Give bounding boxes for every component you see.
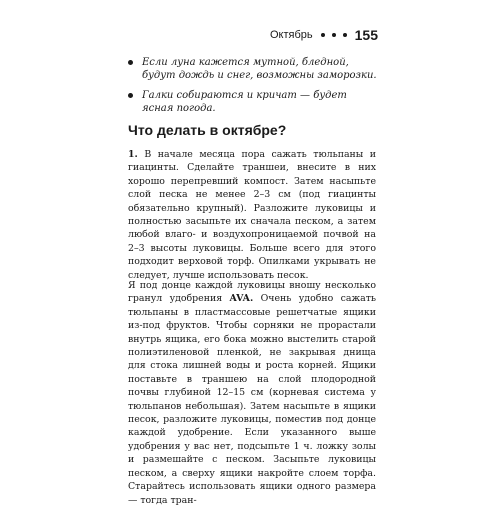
product-name: AVA. — [229, 293, 254, 305]
folk-sign-text: Галки собираются и кричат — будет ясная погода. — [142, 90, 347, 114]
header-dots-ornament — [321, 33, 347, 37]
page-number: 155 — [354, 27, 378, 43]
paragraph-number: 1. — [128, 149, 138, 160]
bullet-icon — [128, 93, 133, 98]
running-header-month: Октябрь — [270, 29, 313, 41]
body-paragraph-1 — [128, 148, 376, 282]
body-paragraph-2 — [128, 279, 376, 507]
folk-signs-list — [128, 56, 378, 122]
bullet-icon — [128, 60, 133, 65]
paragraph-text: В начале месяца пора сажать тюльпаны и гиацинты. Сделайте траншеи, внесите в них хорошо перепревший компост. Затем насыпьте слой песка не менее 2–3 см (под гиацинты обязательно крупный). Разложите луковицы и полностью засыпьте их сначала песком, а затем любой влаго- и воздухопроницаемой почвой на 2–3 высоты луковицы. Больше всего для этого подходит верховой торф. Опилками укрывать не следует, лучше использовать песок. — [128, 149, 376, 281]
section-heading: Что делать в октябре? — [128, 122, 287, 138]
folk-sign-item — [128, 89, 378, 115]
running-header — [270, 24, 382, 46]
folk-sign-text: Если луна кажется мутной, бледной, будут дождь и снег, возможны заморозки. — [142, 57, 377, 81]
paragraph-text-start: Я под донце каждой луковицы вношу несколько гранул удобрения — [128, 280, 376, 305]
folk-sign-item — [128, 56, 378, 82]
paragraph-text-end: Очень удобно сажать тюльпаны в пластмассовые решетчатые ящики из-под фруктов. Чтобы сорняки не прорастали внутрь ящика, его бока можно выстелить старой полиэтиленовой пленкой, не закрывая днища для стока лишней воды и роста корней. Ящики поставьте в траншею на слой плодородной почвы глубиной 12–15 см (корневая система у тюльпанов небольшая). Затем насыпьте в ящики песок, разложите луковицы, поместив под донце каждой удобрение. Если указанного выше удобрения у вас нет, подсыпьте 1 ч. ложку золы и размешайте с песком. Засыпьте луковицы песком, а сверху ящики накройте слоем торфа. Старайтесь использовать ящики одного размера — тогда тран- — [128, 293, 376, 506]
